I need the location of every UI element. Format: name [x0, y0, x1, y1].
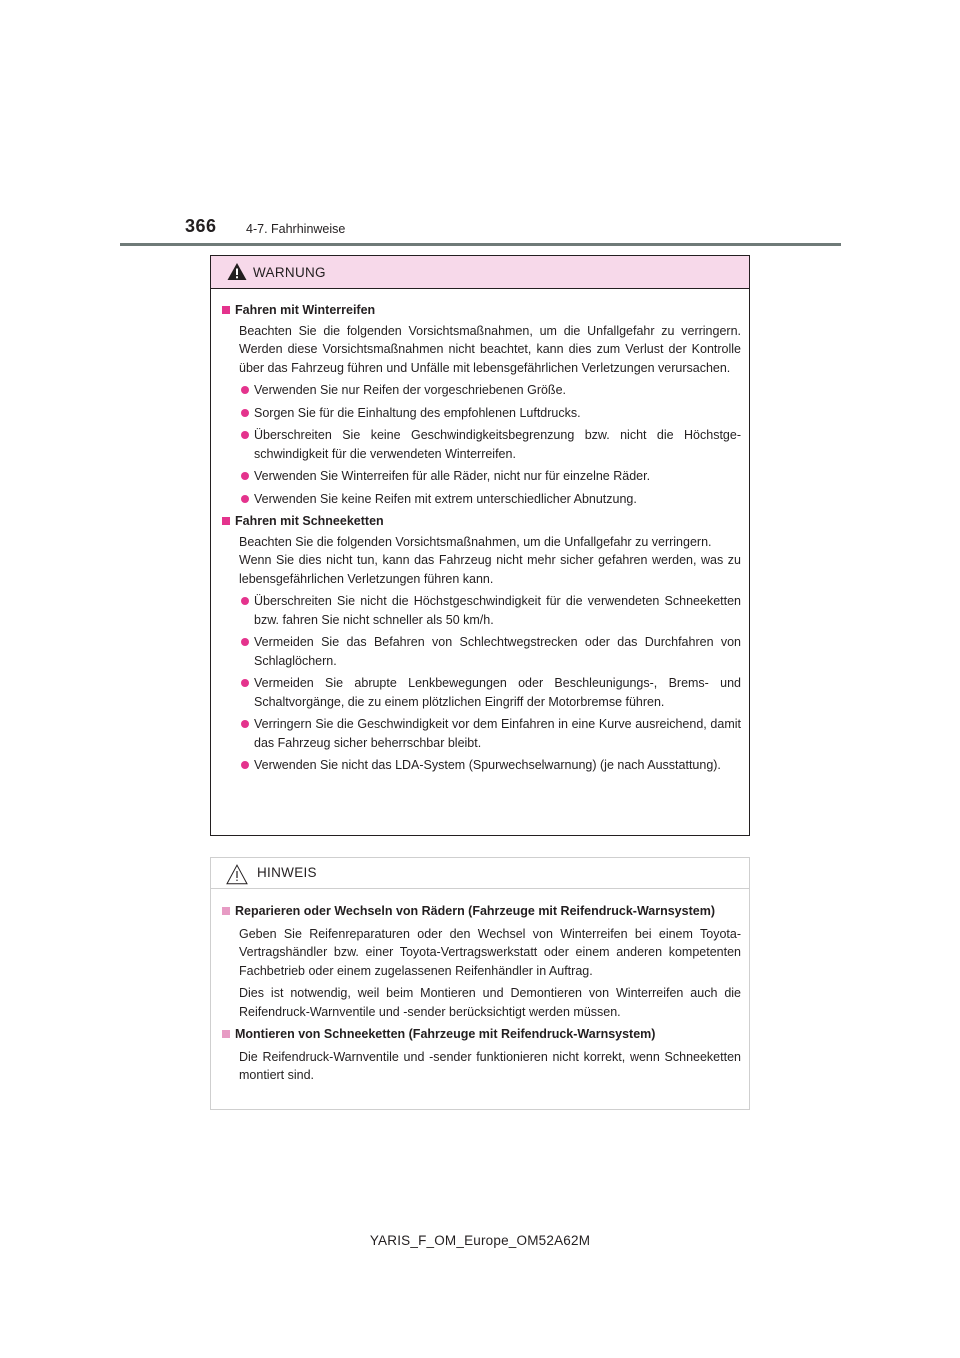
square-bullet-icon [222, 1030, 230, 1038]
bullet-text: Verwenden Sie nicht das LDA-System (Spurwechselwarnung) (je nach Ausstattung). [254, 758, 721, 772]
warning-body [211, 289, 749, 775]
section-heading-text: Montieren von Schneeketten (Fahrzeuge mit Reifendruck-Warnsystem) [235, 1027, 656, 1041]
warning-triangle-icon [227, 262, 247, 281]
notice-section [220, 1025, 741, 1085]
round-bullet-icon [241, 761, 249, 769]
bullet-text: Vermeiden Sie abrupte Lenkbewegungen oder Beschleunigungs-, Brems- und Schaltvorgänge, die zu einem plötzlichen Eingriff der Motorbremse führen. [254, 676, 741, 709]
round-bullet-icon [241, 679, 249, 687]
notice-body [211, 889, 749, 1085]
warning-header [211, 256, 749, 289]
warning-section [220, 301, 741, 508]
square-bullet-icon [222, 907, 230, 915]
bullet-item [239, 592, 741, 629]
paragraph: Beachten Sie die folgenden Vorsichtsmaßnahmen, um die Unfallgefahr zu verringern. Werden diese Vorsichtsmaßnahmen nicht beachtet, kann dies zum Verlust der Kontrolle über das Fahrzeug führen und Unfälle mit lebensgefährlichen Verletzungen verursachen. [239, 323, 741, 375]
section-heading [220, 902, 741, 921]
round-bullet-icon [241, 597, 249, 605]
bullet-item [239, 490, 741, 509]
bullet-text: Überschreiten Sie nicht die Höchstgeschwindigkeit für die verwendeten Schneeketten bzw. fahren Sie nicht schneller als 50 km/h. [254, 594, 741, 627]
round-bullet-icon [241, 638, 249, 646]
bullet-text: Vermeiden Sie das Befahren von Schlechtwegstrecken oder das Durchfahren von Schlaglöchern. [254, 635, 741, 668]
section-heading-text: Fahren mit Winterreifen [235, 303, 376, 317]
warning-box [210, 255, 750, 836]
square-bullet-icon [222, 517, 230, 525]
section-heading [220, 301, 741, 320]
bullet-text: Sorgen Sie für die Einhaltung des empfohlenen Luftdrucks. [254, 405, 581, 420]
bullet-text: Verwenden Sie keine Reifen mit extrem unterschiedlicher Abnutzung. [254, 491, 637, 506]
paragraph: Beachten Sie die folgenden Vorsichtsmaßnahmen, um die Unfallgefahr zu verringern. Wenn Sie dies nicht tun, kann das Fahrzeug nicht mehr sicher gefahren werden, was zu lebensgefährlichen Verletzungen führen kann. [239, 534, 741, 586]
bullet-text: Verringern Sie die Geschwindigkeit vor dem Einfahren in eine Kurve ausreichend, damit das Fahrzeug sicher beherrschbar bleibt. [254, 717, 741, 750]
bullet-item [239, 404, 741, 423]
paragraph: Geben Sie Reifenreparaturen oder den Wechsel von Winterreifen bei einem Toyota-Vertragshändler bzw. einer Toyota-Vertragswerkstatt oder einem anderen kompetenten Fachbetrieb oder einem zugelassenen Reifenhändler in Auftrag. [239, 926, 741, 978]
bullet-item [239, 467, 741, 486]
round-bullet-icon [241, 409, 249, 417]
caution-triangle-icon [226, 864, 248, 885]
bullet-text: Verwenden Sie nur Reifen der vorgeschriebenen Größe. [254, 383, 566, 397]
section-title: 4-7. Fahrhinweise [246, 222, 346, 236]
section-heading [220, 512, 741, 531]
round-bullet-icon [241, 431, 249, 439]
bullet-item [239, 715, 741, 752]
section-heading-text: Fahren mit Schneeketten [235, 514, 384, 528]
section-heading [220, 1025, 741, 1044]
section-heading-text: Reparieren oder Wechseln von Rädern (Fahrzeuge mit Reifendruck-Warnsystem) [235, 904, 715, 918]
notice-box [210, 857, 750, 1110]
bullet-item [239, 674, 741, 711]
page-number: 366 [185, 216, 217, 236]
bullet-text: Verwenden Sie Winterreifen für alle Räder, nicht nur für einzelne Räder. [254, 469, 651, 483]
bullet-item [239, 756, 741, 775]
bullet-item [239, 633, 741, 670]
warning-title: WARNUNG [253, 265, 326, 280]
round-bullet-icon [241, 495, 249, 503]
bullet-item [239, 426, 741, 463]
footer-doc-code: YARIS_F_OM_Europe_OM52A62M [369, 1233, 591, 1248]
bullet-item [239, 381, 741, 400]
header-rule [120, 243, 841, 246]
paragraph: Die Reifendruck-Warnventile und -sender funktionieren nicht korrekt, wenn Schneeketten montiert sind. [239, 1049, 741, 1082]
bullet-text: Überschreiten Sie keine Geschwindigkeitsbegrenzung bzw. nicht die Höchstgeschwindigkeit für die verwendeten Winterreifen. [254, 428, 741, 461]
round-bullet-icon [241, 720, 249, 728]
round-bullet-icon [241, 386, 249, 394]
notice-header [211, 858, 749, 889]
paragraph: Dies ist notwendig, weil beim Montieren und Demontieren von Winterreifen auch die Reifendruck-Warnventile und -sender berücksichtigt werden müssen. [239, 986, 741, 1019]
round-bullet-icon [241, 472, 249, 480]
notice-title: HINWEIS [257, 865, 317, 880]
warning-section [220, 512, 741, 775]
square-bullet-icon [222, 306, 230, 314]
notice-section [220, 902, 741, 1021]
